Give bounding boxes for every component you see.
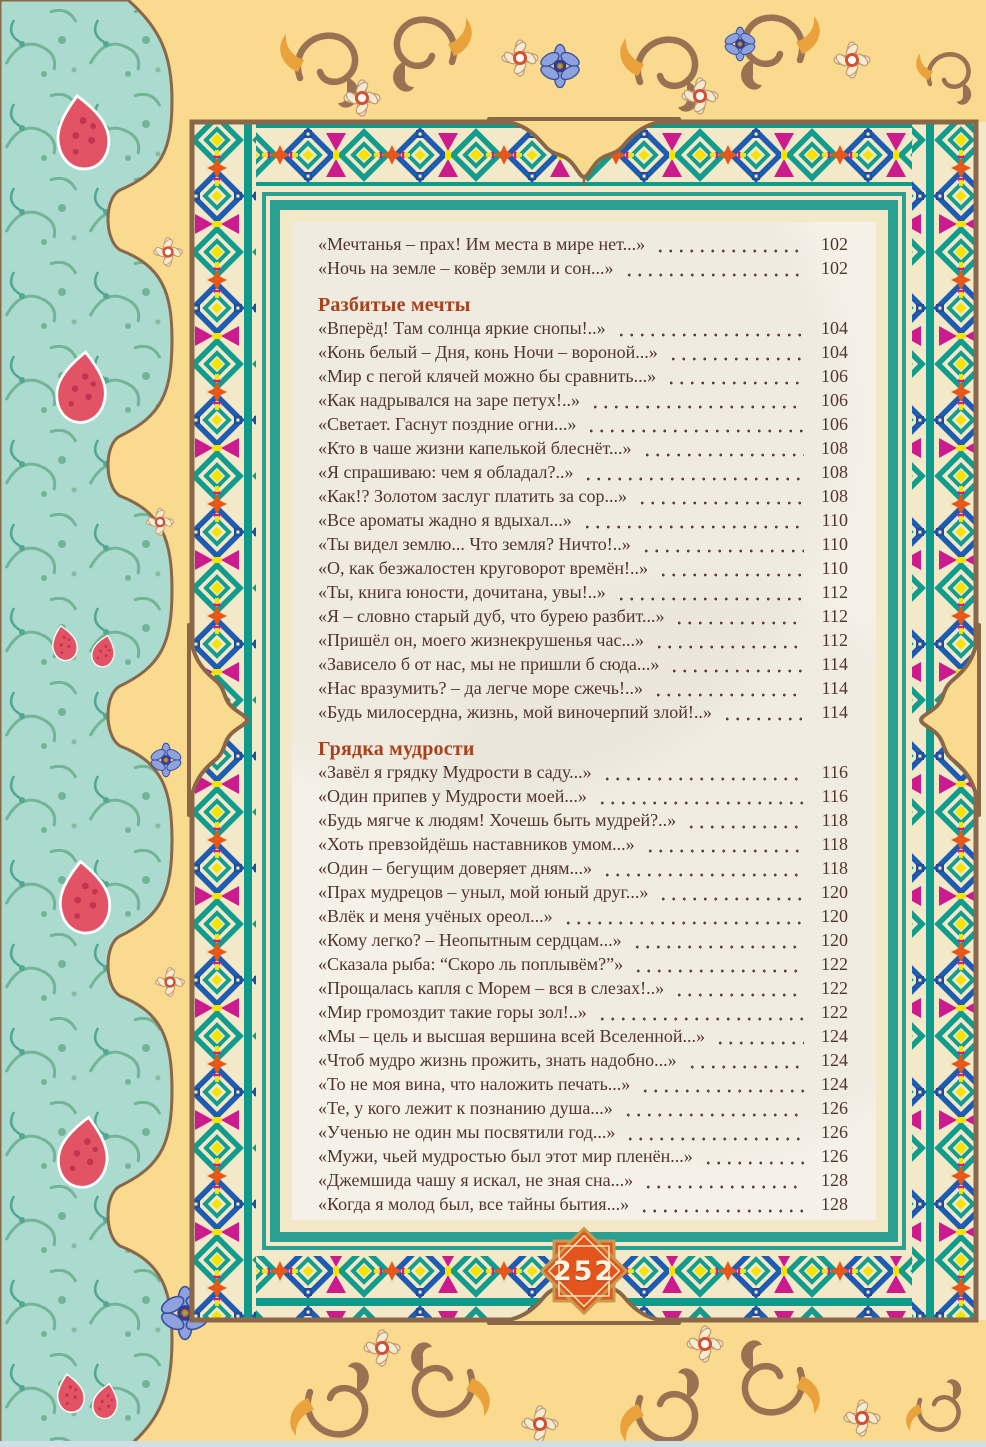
dot-leader [722,716,804,722]
toc-entry [318,462,848,486]
toc-entry-page: 128 [821,1170,848,1190]
dot-leader [586,428,804,434]
toc-entry-title: «Как надрывался на заре петух!..» [318,390,580,410]
toc-entry-title: «О, как безжалостен круговорот времён!..» [318,558,649,578]
toc-entry-title: «Джемшида чашу я искал, не зная сна...» [318,1170,634,1190]
toc-entry-title: «Ты, книга юности, дочитана, увы!..» [318,582,606,602]
toc-entry [318,1170,848,1194]
toc-entry [318,606,848,630]
toc-entry [318,834,848,858]
toc-entry [318,234,848,258]
dot-leader [686,824,804,830]
dot-leader [674,620,804,626]
dot-leader [653,692,804,698]
toc-entry-title: «Мир громоздит такие горы зол!..» [318,1002,587,1022]
toc-entry-title: «Конь белый – Дня, конь Ночи – вороной...» [318,342,658,362]
toc-entry [318,906,848,930]
toc-entry-title: «Сказала рыба: “Скоро ль поплывём?”» [318,954,624,974]
toc-entry [318,630,848,654]
toc-entry-title: «Те, у кого лежит к познанию душа...» [318,1098,613,1118]
toc-entry-page: 102 [821,234,848,254]
page-number: 252 [552,1255,616,1287]
dot-leader [597,1016,804,1022]
toc-entry-title: «Один припев у Мудрости моей...» [318,786,587,806]
toc-entry-page: 122 [821,1002,848,1022]
toc-entry-title: «Пришёл он, моего жизнекрушенья час...» [318,630,644,650]
toc-entry-page: 120 [821,930,848,950]
toc-entry [318,1098,848,1122]
toc-entry-page: 118 [821,834,848,854]
toc-entry-title: «Один – бегущим доверяет дням...» [318,858,592,878]
dot-leader [583,476,804,482]
toc-entry-page: 120 [821,906,848,926]
toc-entry-page: 118 [821,858,848,878]
toc-entry [318,678,848,702]
dot-leader [654,644,804,650]
toc-entry-title: «Ученью не один мы посвятили год...» [318,1122,616,1142]
dot-leader [602,872,804,878]
inner-frame-thick-teal [270,200,898,1242]
toc-entry-title: «Будь мягче к людям! Хочешь быть мудрей?..» [318,810,677,830]
toc-entry-title: «Как!? Золотом заслуг платить за сор...» [318,486,627,506]
toc-entry-page: 122 [821,978,848,998]
toc-entry [318,558,848,582]
toc-entry [318,810,848,834]
dot-leader [616,596,804,602]
dot-leader [582,524,804,530]
toc-entry [318,762,848,786]
toc-entry [318,318,848,342]
toc-entry [318,510,848,534]
toc-entry-title: «Светает. Гаснут поздние огни...» [318,414,577,434]
dot-leader [623,1112,804,1118]
toc-entry-title: «Будь милосердна, жизнь, мой виночерпий злой!..» [318,702,712,722]
toc-entry [318,1002,848,1026]
dot-leader [641,548,804,554]
toc-entry-page: 112 [821,606,848,626]
toc-entry [318,978,848,1002]
dot-leader [674,992,804,998]
toc-entry [318,786,848,810]
dot-leader [666,380,804,386]
toc-entry-page: 110 [821,534,848,554]
toc-entry-page: 108 [821,438,848,458]
inner-frame [256,186,912,1256]
toc-entry-page: 126 [821,1122,848,1142]
toc-entry [318,1122,848,1146]
toc-entry-title: «Мужи, чьей мудростью был этот мир пленён...» [318,1146,693,1166]
toc-entry-page: 124 [821,1074,848,1094]
toc-entry-page: 116 [821,786,848,806]
toc-entry-title: «Нас вразумить? – да легче море сжечь!..» [318,678,643,698]
toc-entry [318,1194,848,1218]
toc-entry [318,414,848,438]
toc-entry-page: 110 [821,558,848,578]
toc-entry [318,438,848,462]
dot-leader [625,1136,804,1142]
toc-entry [318,390,848,414]
toc-entry-title: «Все ароматы жадно я вдыхал...» [318,510,572,530]
toc-entry-page: 102 [821,258,848,278]
inner-frame-thin-teal [262,192,906,1250]
toc-entry-page: 126 [821,1146,848,1166]
toc-entry-title: «Мы – цель и высшая вершина всей Вселенной...» [318,1026,706,1046]
dot-leader [563,920,804,926]
toc-entry [318,342,848,366]
toc-entry-title: «Когда я молод был, все тайны бытия...» [318,1194,630,1214]
toc-entry [318,1146,848,1170]
toc-entry [318,534,848,558]
toc-entry [318,654,848,678]
dot-leader [668,356,804,362]
toc-entry-page: 124 [821,1026,848,1046]
toc-entry-page: 128 [821,1194,848,1214]
toc-entry-title: «Кому легко? – Неопытным сердцам...» [318,930,622,950]
toc-entry-page: 106 [821,414,848,434]
page-number-badge [536,1223,632,1319]
toc-entry-page: 122 [821,954,848,974]
dot-leader [658,896,804,902]
dot-leader [687,1064,804,1070]
table-of-contents [318,234,848,1218]
dot-leader [616,332,804,338]
toc-entry-page: 110 [821,510,848,530]
dot-leader [597,800,804,806]
toc-entry-page: 112 [821,630,848,650]
toc-entry-title: «Я – словно старый дуб, что бурею разбит...» [318,606,665,626]
toc-entry-page: 124 [821,1050,848,1070]
toc-section-heading: Разбитые мечты [318,294,471,316]
toc-entry-title: «Мир с пегой клячей можно бы сравнить...» [318,366,657,386]
toc-entry [318,486,848,510]
dot-leader [640,1088,804,1094]
dot-leader [637,500,804,506]
toc-entry [318,954,848,978]
toc-entry [318,702,848,726]
toc-entry [318,858,848,882]
toc-entry-page: 120 [821,882,848,902]
toc-entry-page: 118 [821,810,848,830]
dot-leader [624,272,804,278]
toc-entry-page: 104 [821,318,848,338]
toc-entry-page: 106 [821,366,848,386]
toc-entry-page: 108 [821,462,848,482]
toc-entry-title: «Завёл я грядку Мудрости в саду...» [318,762,592,782]
toc-entry-page: 116 [821,762,848,782]
toc-entry-title: «Прощалась капля с Морем – вся в слезах!..» [318,978,665,998]
toc-entry-page: 106 [821,390,848,410]
content-panel [292,222,876,1220]
toc-entry [318,1026,848,1050]
toc-entry-title: «Влёк и меня учёных ореол...» [318,906,553,926]
toc-entry-page: 114 [821,678,848,698]
toc-entry [318,882,848,906]
dot-leader [642,452,804,458]
toc-entry-page: 126 [821,1098,848,1118]
dot-leader [669,668,804,674]
toc-entry [318,1050,848,1074]
toc-entry [318,1074,848,1098]
toc-entry-page: 114 [821,702,848,722]
toc-entry-page: 114 [821,654,848,674]
toc-entry-title: «Ты видел землю... Что земля? Ничто!..» [318,534,631,554]
toc-entry-title: «То не моя вина, что наложить печать...» [318,1074,631,1094]
floral-strip [0,0,172,1447]
toc-entry-title: «Вперёд! Там солнца яркие снопы!..» [318,318,606,338]
dot-leader [703,1160,804,1166]
toc-entry-title: «Чтоб мудро жизнь прожить, знать надобно...» [318,1050,677,1070]
toc-entry [318,582,848,606]
dot-leader [639,1208,804,1214]
toc-entry-title: «Кто в чаше жизни капелькой блеснёт...» [318,438,632,458]
dot-leader [643,1184,804,1190]
toc-entry-title: «Я спрашиваю: чем я обладал?..» [318,462,574,482]
dot-leader [633,968,804,974]
toc-entry [318,258,848,282]
dot-leader [602,776,804,782]
dot-leader [655,248,804,254]
toc-entry-title: «Зависело б от нас, мы не пришли б сюда...» [318,654,660,674]
dot-leader [632,944,804,950]
toc-entry-title: «Ночь на земле – ковёр земли и сон...» [318,258,614,278]
dot-leader [590,404,804,410]
dot-leader [645,848,804,854]
toc-section-heading: Грядка мудрости [318,738,475,760]
toc-entry-page: 108 [821,486,848,506]
toc-entry [318,930,848,954]
toc-entry [318,366,848,390]
toc-entry-page: 112 [821,582,848,602]
toc-entry-title: «Прах мудрецов – уныл, мой юный друг...» [318,882,649,902]
dot-leader [715,1040,804,1046]
toc-entry-page: 104 [821,342,848,362]
toc-entry-title: «Мечтанья – прах! Им места в мире нет...» [318,234,646,254]
toc-entry-title: «Хоть превзойдёшь наставников умом...» [318,834,635,854]
dot-leader [658,572,804,578]
